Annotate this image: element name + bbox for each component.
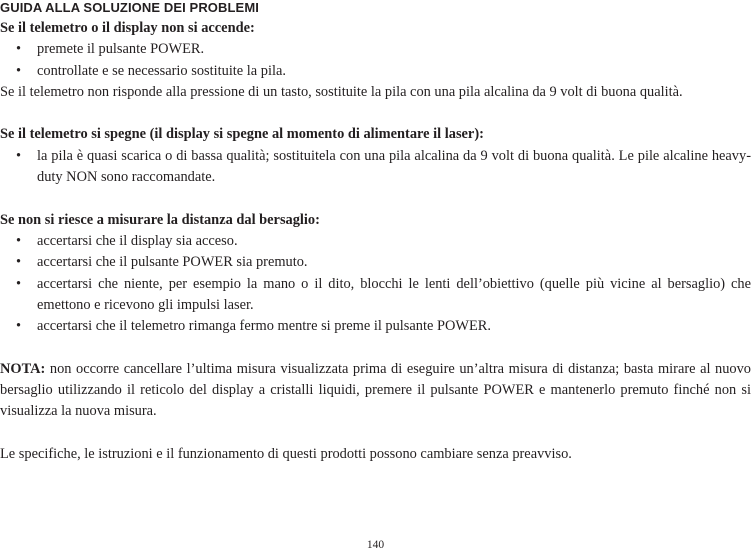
spacer (0, 423, 751, 444)
section-heading: Se il telemetro si spegne (il display si spegne al momento di alimentare il laser): (0, 126, 484, 143)
bullet-icon: • (16, 275, 22, 292)
list-item (0, 252, 751, 273)
bullet-icon: • (16, 254, 22, 271)
bullet-icon: • (16, 318, 22, 335)
note-label: NOTA: (0, 360, 46, 377)
page-title: GUIDA ALLA SOLUZIONE DEI PROBLEMI (0, 0, 259, 15)
bullet-list (0, 146, 751, 189)
section-heading: Se non si riesce a misurare la distanza dal bersaglio: (0, 211, 320, 228)
list-item-text: premete il pulsante POWER. (37, 41, 205, 58)
section-display-not-on (0, 18, 751, 103)
bullet-list (0, 231, 751, 337)
list-item-text: accertarsi che il pulsante POWER sia premuto. (37, 254, 308, 271)
section-turns-off (0, 124, 751, 188)
bullet-list (0, 39, 751, 82)
page-number: 140 (366, 539, 385, 551)
list-item-text: la pila è quasi scarica o di bassa qualità; sostituitela con una pila alcalina da 9 volt di buona qualità. Le pile alcaline heavy-duty NON sono raccomandate. (37, 147, 751, 186)
bullet-icon: • (16, 232, 22, 249)
list-item-text: accertarsi che niente, per esempio la mano o il dito, blocchi le lenti dell’obiettivo (quelle più vicine al bersaglio) che emettono e ricevono gli impulsi laser. (37, 275, 751, 313)
list-item (0, 231, 751, 252)
spacer (0, 103, 751, 124)
list-item-text: accertarsi che il telemetro rimanga fermo mentre si preme il pulsante POWER. (37, 318, 491, 335)
section-paragraph: Se il telemetro non risponde alla pressione di un tasto, sostituite la pila con una pila alcalina da 9 volt di buona qualità. (0, 83, 683, 100)
troubleshooting-content (0, 18, 751, 465)
list-item (0, 39, 751, 60)
note-paragraph (0, 359, 751, 423)
list-item-text: controllate e se necessario sostituite la pila. (37, 62, 286, 79)
list-item (0, 146, 751, 189)
list-item (0, 61, 751, 82)
disclaimer-text: Le specifiche, le istruzioni e il funzionamento di questi prodotti possono cambiare senza preavviso. (0, 445, 572, 462)
list-item-text: accertarsi che il display sia acceso. (37, 232, 238, 249)
section-cannot-measure (0, 210, 751, 338)
bullet-icon: • (16, 147, 22, 164)
section-heading: Se il telemetro o il display non si accende: (0, 20, 255, 36)
bullet-icon: • (16, 41, 22, 58)
bullet-icon: • (16, 62, 22, 79)
spacer (0, 337, 751, 358)
list-item (0, 274, 751, 317)
spacer (0, 188, 751, 209)
list-item (0, 316, 751, 337)
note-text: non occorre cancellare l’ultima misura visualizzata prima di eseguire un’altra misura di distanza; basta mirare al nuovo bersaglio utilizzando il reticolo del display a cristalli liquidi, premere il pulsante POWER e mantenerlo premuto finché non si visualizza la nuova misura. (0, 360, 751, 420)
